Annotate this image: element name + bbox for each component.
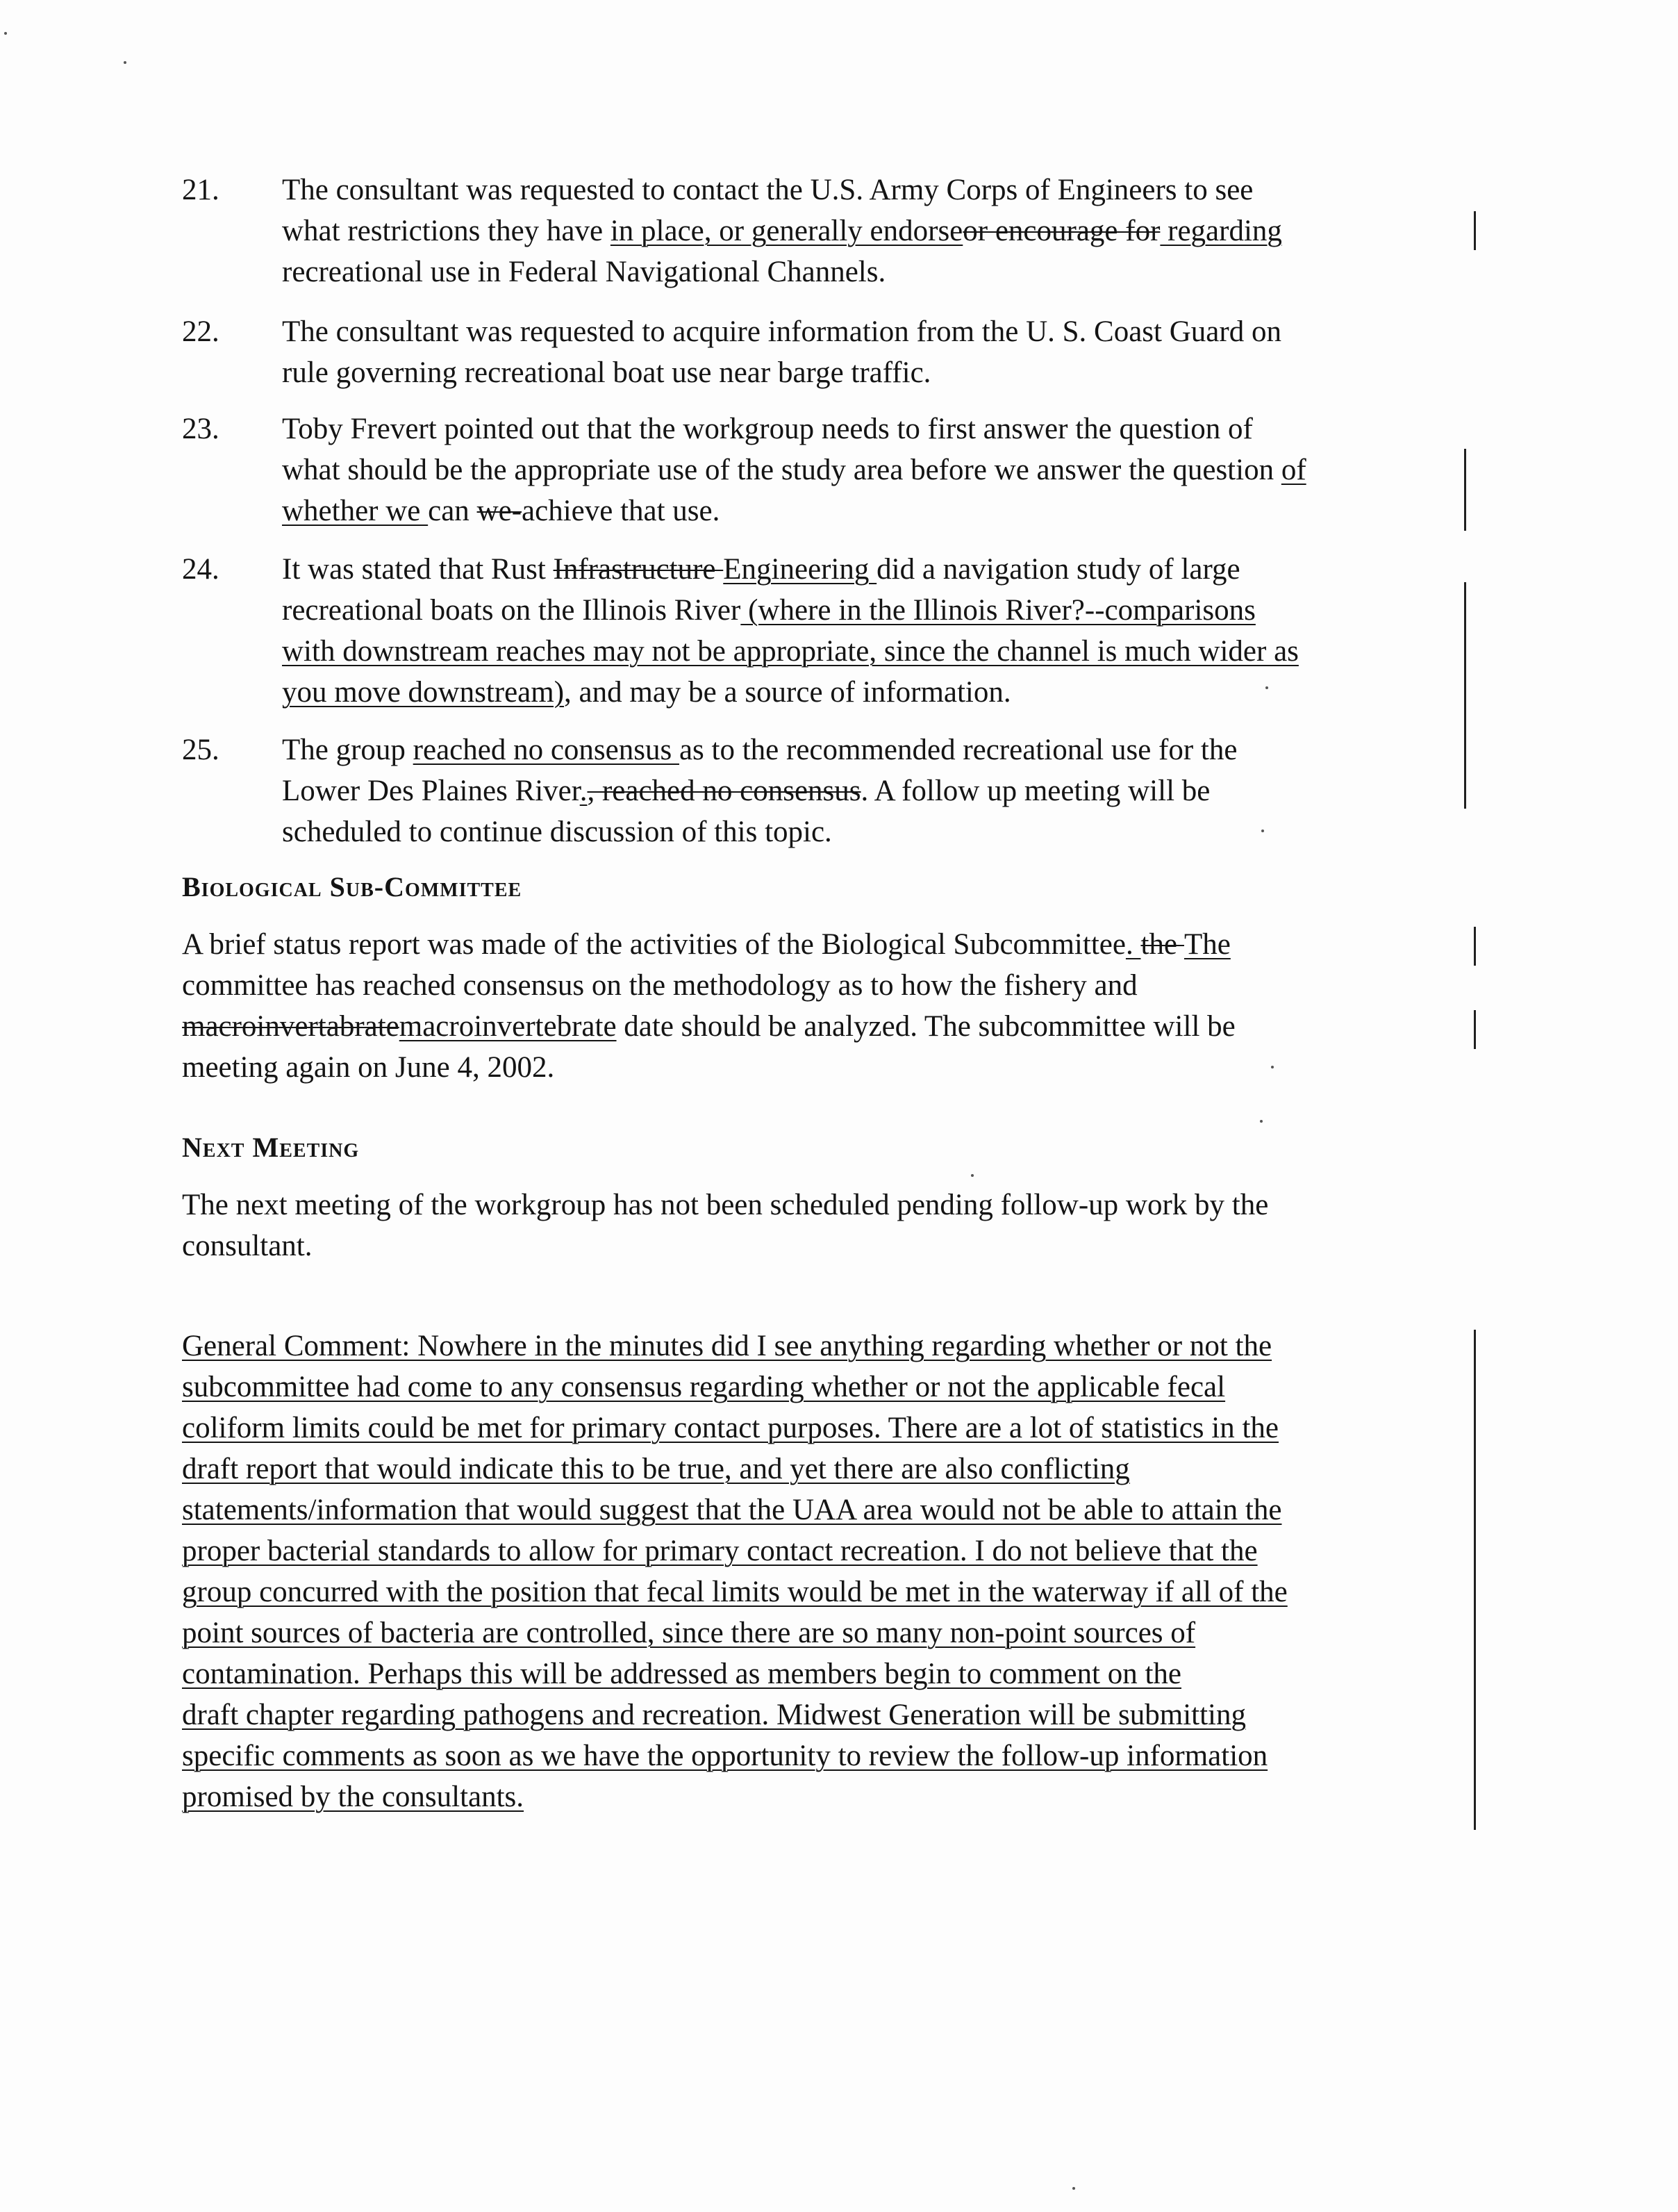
text-line: [282, 170, 1474, 211]
item-text: [282, 408, 1474, 531]
comment-line: coliform limits could be met for primary contact purposes. There are a lot of statistics in the: [182, 1412, 1279, 1444]
text-run: Lower Des Plaines River: [282, 775, 580, 807]
change-bar: [1474, 1010, 1476, 1049]
change-bar: [1464, 449, 1466, 531]
inserted-text: with downstream reaches may not be appropriate, since the channel is much wider as: [282, 635, 1299, 668]
text-run: as to the recommended recreational use for the: [679, 734, 1238, 766]
deleted-text: macroinvertabrate: [182, 1010, 399, 1043]
text-line: [282, 251, 1474, 292]
scan-speck: [124, 61, 126, 64]
change-bar: [1474, 211, 1476, 250]
text-line: [282, 770, 1474, 811]
inserted-text: The: [1183, 928, 1231, 961]
list-item-25: [182, 729, 1474, 852]
comment-line: promised by the consultants.: [182, 1781, 524, 1813]
inserted-text: regarding: [1160, 215, 1282, 247]
text-line: [282, 631, 1474, 672]
item-text: [282, 170, 1474, 292]
text-run: consultant.: [182, 1230, 313, 1262]
text-line: [282, 490, 1474, 531]
scan-speck: [4, 32, 7, 35]
list-item-21: [182, 170, 1474, 292]
inserted-text: reached no consensus: [413, 734, 679, 766]
text-run: recreational boats on the Illinois River: [282, 594, 741, 627]
text-run: can: [428, 495, 477, 527]
text-line: [282, 408, 1474, 449]
text-line: [282, 672, 1474, 713]
text-line: [182, 1225, 1474, 1266]
deleted-text: the: [1140, 928, 1184, 961]
comment-line: subcommittee had come to any consensus regarding whether or not the applicable fecal: [182, 1371, 1226, 1403]
comment-line: draft chapter regarding pathogens and recreation. Midwest Generation will be submitting: [182, 1699, 1246, 1731]
text-run: did a navigation study of large: [877, 553, 1240, 586]
list-item-24: [182, 549, 1474, 713]
item-number: 23.: [182, 413, 219, 445]
scan-speck: [1260, 1120, 1263, 1123]
text-run: date should be analyzed. The subcommittee will be: [616, 1010, 1236, 1043]
text-line: [282, 352, 1474, 393]
change-bar: [1464, 582, 1466, 809]
text-line: [282, 590, 1474, 631]
text-run: meeting again on June 4, 2002.: [182, 1051, 555, 1084]
text-run: . A follow up meeting will be: [861, 775, 1211, 807]
scan-speck: [971, 1174, 974, 1177]
scan-speck: [1072, 2187, 1075, 2190]
text-run: It was stated that Rust: [282, 553, 554, 586]
scan-speck: [1271, 1066, 1274, 1068]
general-comment-paragraph: [182, 1326, 1474, 1817]
comment-line: proper bacterial standards to allow for primary contact recreation. I do not believe that the: [182, 1535, 1258, 1567]
inserted-text: .: [1125, 928, 1141, 961]
item-number: 25.: [182, 734, 219, 766]
item-number: 22.: [182, 315, 219, 348]
text-line: [182, 1047, 1474, 1088]
inserted-text: (where in the Illinois River?--comparisons: [740, 594, 1256, 627]
deleted-text: Infrastructure: [553, 553, 724, 586]
text-run: what restrictions they have: [282, 215, 610, 247]
text-run: The next meeting of the workgroup has not been scheduled pending follow-up work by the: [182, 1189, 1269, 1221]
comment-line: point sources of bacteria are controlled, since there are so many non-point sources of: [182, 1617, 1196, 1649]
inserted-text: Engineering: [723, 553, 877, 586]
text-run: The group: [282, 734, 413, 766]
comment-line: contamination. Perhaps this will be addressed as members begin to comment on the: [182, 1658, 1181, 1690]
text-run: Toby Frevert pointed out that the workgroup needs to first answer the question of: [282, 413, 1253, 445]
item-text: [282, 311, 1474, 393]
scan-speck: [1261, 830, 1264, 832]
comment-line: group concurred with the position that fecal limits would be met in the waterway if all of the: [182, 1576, 1288, 1608]
text-run: achieve that use.: [522, 495, 720, 527]
section-heading-biological: Biological Sub-Committee: [182, 871, 522, 902]
comment-line: draft report that would indicate this to be true, and yet there are also conflicting: [182, 1453, 1130, 1485]
text-run: what should be the appropriate use of the study area before we answer the question: [282, 454, 1281, 486]
change-bar: [1474, 927, 1476, 966]
text-line: [182, 965, 1474, 1006]
text-run: recreational use in Federal Navigational Channels.: [282, 256, 886, 288]
inserted-text: in place, or generally endorse: [610, 215, 963, 247]
text-run: The consultant was requested to acquire information from the U. S. Coast Guard on: [282, 315, 1281, 348]
list-item-23: [182, 408, 1474, 531]
inserted-text: .: [579, 775, 588, 807]
deleted-text: we-: [476, 495, 522, 527]
comment-line: General Comment: Nowhere in the minutes did I see anything regarding whether or not the: [182, 1330, 1272, 1362]
next-meeting-paragraph: [182, 1185, 1474, 1266]
text-run: scheduled to continue discussion of this topic.: [282, 816, 832, 848]
comment-line: specific comments as soon as we have the opportunity to review the follow-up information: [182, 1740, 1268, 1772]
text-run: committee has reached consensus on the methodology as to how the fishery and: [182, 969, 1138, 1002]
text-line: [282, 729, 1474, 770]
section-heading-next-meeting: Next Meeting: [182, 1132, 360, 1163]
text-run: , and may be a source of information.: [564, 676, 1011, 709]
list-item-22: [182, 311, 1474, 393]
comment-line: statements/information that would suggest that the UAA area would not be able to attain the: [182, 1494, 1282, 1526]
text-line: [182, 1006, 1474, 1047]
text-line: [282, 811, 1474, 852]
text-line: [282, 449, 1474, 490]
inserted-text: of: [1281, 454, 1306, 486]
text-line: [282, 211, 1474, 251]
inserted-text: macroinvertebrate: [399, 1010, 617, 1043]
text-line: [182, 924, 1474, 965]
text-line: [182, 1185, 1474, 1225]
deleted-text: or encourage for: [963, 215, 1161, 247]
text-run: rule governing recreational boat use near barge traffic.: [282, 356, 931, 389]
text-run: A brief status report was made of the activities of the Biological Subcommittee: [182, 928, 1126, 961]
item-number: 24.: [182, 553, 219, 586]
change-bar: [1474, 1330, 1476, 1830]
inserted-text: whether we: [282, 495, 429, 527]
text-run: The consultant was requested to contact the U.S. Army Corps of Engineers to see: [282, 174, 1254, 206]
item-text: [282, 549, 1474, 713]
inserted-text: you move downstream): [282, 676, 565, 709]
scan-speck: [1265, 686, 1268, 689]
biological-paragraph: [182, 924, 1474, 1088]
item-text: [282, 729, 1474, 852]
text-line: [282, 311, 1474, 352]
item-number: 21.: [182, 174, 219, 206]
deleted-text: , reached no consensus: [587, 775, 861, 807]
text-line: [282, 549, 1474, 590]
